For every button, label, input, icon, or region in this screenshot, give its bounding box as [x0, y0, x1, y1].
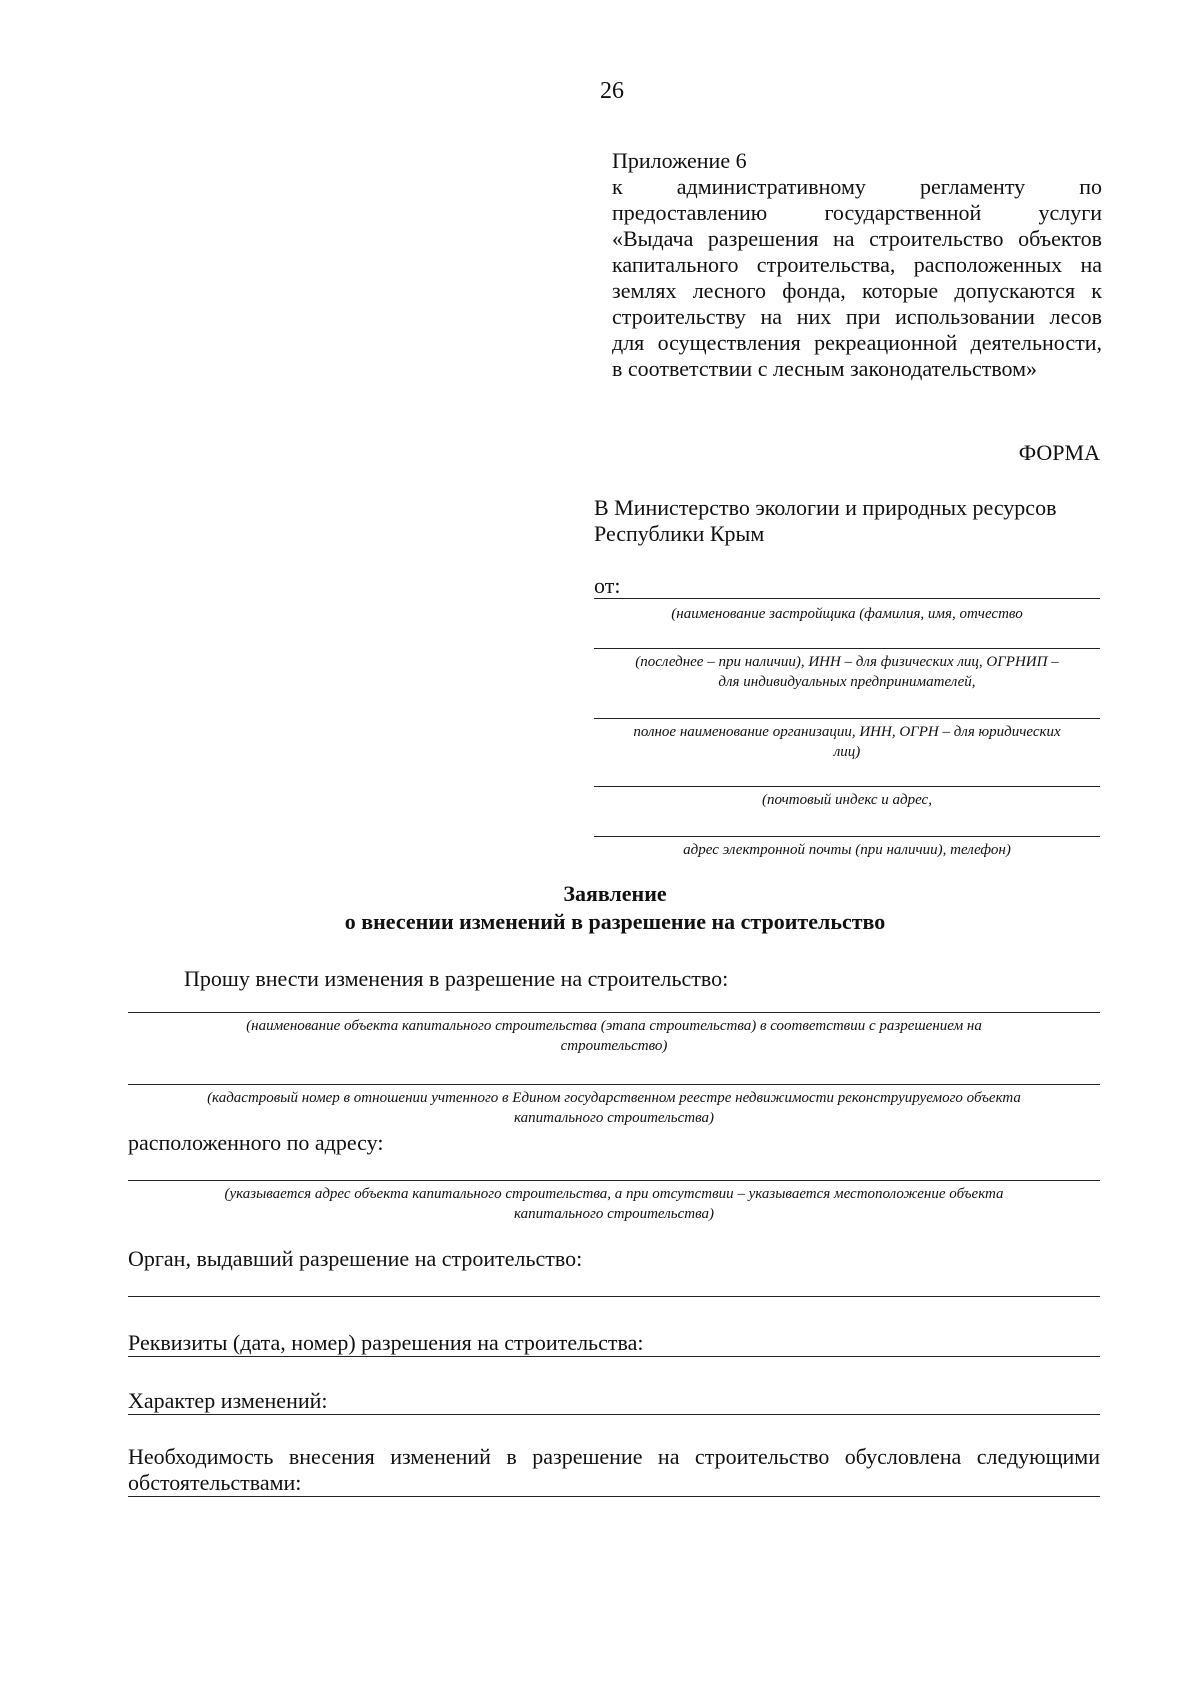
field-hint: (наименование объекта капитального строительства (этапа строительства) в соответствии с разрешением на — [246, 1018, 982, 1034]
organization-field[interactable] — [594, 718, 1100, 719]
field-hint: (указывается адрес объекта капитального строительства, а при отсутствии – указывается местоположение объекта — [224, 1186, 1004, 1202]
requisites-field[interactable] — [128, 1356, 1100, 1357]
field-hint: капитального строительства) — [514, 1206, 714, 1222]
recipient-block — [594, 495, 1114, 547]
appendix-line: к административному регламенту по — [612, 174, 1102, 199]
changes-label: Характер изменений: — [128, 1388, 328, 1413]
located-label: расположенного по адресу: — [128, 1130, 384, 1155]
applicant-name-field[interactable] — [594, 598, 1100, 599]
field-hint: (наименование застройщика (фамилия, имя, отчество — [671, 606, 1023, 622]
appendix-line: для осуществления рекреационной деятельности, — [612, 330, 1102, 355]
request-text: Прошу внести изменения в разрешение на строительство: — [184, 966, 729, 991]
recipient-line: Республики Крым — [594, 521, 765, 546]
requisites-label: Реквизиты (дата, номер) разрешения на строительства: — [128, 1330, 644, 1355]
authority-label: Орган, выдавший разрешение на строительство: — [128, 1246, 583, 1271]
appendix-line: «Выдача разрешения на строительство объектов — [612, 226, 1102, 251]
appendix-line: землях лесного фонда, которые допускаются к — [612, 278, 1102, 303]
appendix-reference — [612, 148, 1102, 382]
appendix-line: капитального строительства, расположенных на — [612, 252, 1102, 277]
cadastral-number-field[interactable] — [128, 1084, 1100, 1085]
field-hint: строительство) — [560, 1038, 668, 1054]
field-hint: для индивидуальных предпринимателей, — [718, 674, 976, 690]
authority-field[interactable] — [128, 1296, 1100, 1297]
changes-field[interactable] — [128, 1414, 1100, 1415]
field-hint: (почтовый индекс и адрес, — [762, 792, 932, 808]
applicant-details-field[interactable] — [594, 648, 1100, 649]
document-title — [0, 880, 1200, 936]
appendix-line: Приложение 6 — [612, 148, 747, 173]
field-hint: (последнее – при наличии), ИНН – для физических лиц, ОГРНИП – — [635, 654, 1059, 670]
field-hint: лиц) — [833, 744, 861, 760]
field-hint: капитального строительства) — [514, 1110, 714, 1126]
postal-address-field[interactable] — [594, 786, 1100, 787]
email-phone-field[interactable] — [594, 836, 1100, 837]
field-hint: (кадастровый номер в отношении учтенного в Едином государственном реестре недвижимости реконструируемого объекта — [207, 1090, 1021, 1106]
appendix-line: в соответствии с лесным законодательством» — [612, 356, 1038, 381]
field-hint: полное наименование организации, ИНН, ОГРН – для юридических — [633, 724, 1061, 740]
object-name-field[interactable] — [128, 1012, 1100, 1013]
form-label: ФОРМА — [1018, 440, 1100, 465]
field-hint: адрес электронной почты (при наличии), телефон) — [683, 842, 1011, 858]
appendix-line: строительству на них при использовании лесов — [612, 304, 1102, 329]
necessity-text: Необходимость внесения изменений в разрешение на строительство обусловлена следующими — [128, 1444, 1100, 1469]
address-field[interactable] — [128, 1180, 1100, 1181]
necessity-text-continued: обстоятельствами: — [128, 1470, 302, 1495]
appendix-line: предоставлению государственной услуги — [612, 200, 1102, 225]
recipient-line: В Министерство экологии и природных ресурсов — [594, 495, 1057, 520]
page-number: 26 — [600, 78, 624, 104]
title-line: Заявление — [563, 881, 667, 906]
from-label: от: — [594, 573, 621, 598]
necessity-field[interactable] — [128, 1496, 1100, 1497]
title-subline: о внесении изменений в разрешение на строительство — [344, 909, 886, 934]
